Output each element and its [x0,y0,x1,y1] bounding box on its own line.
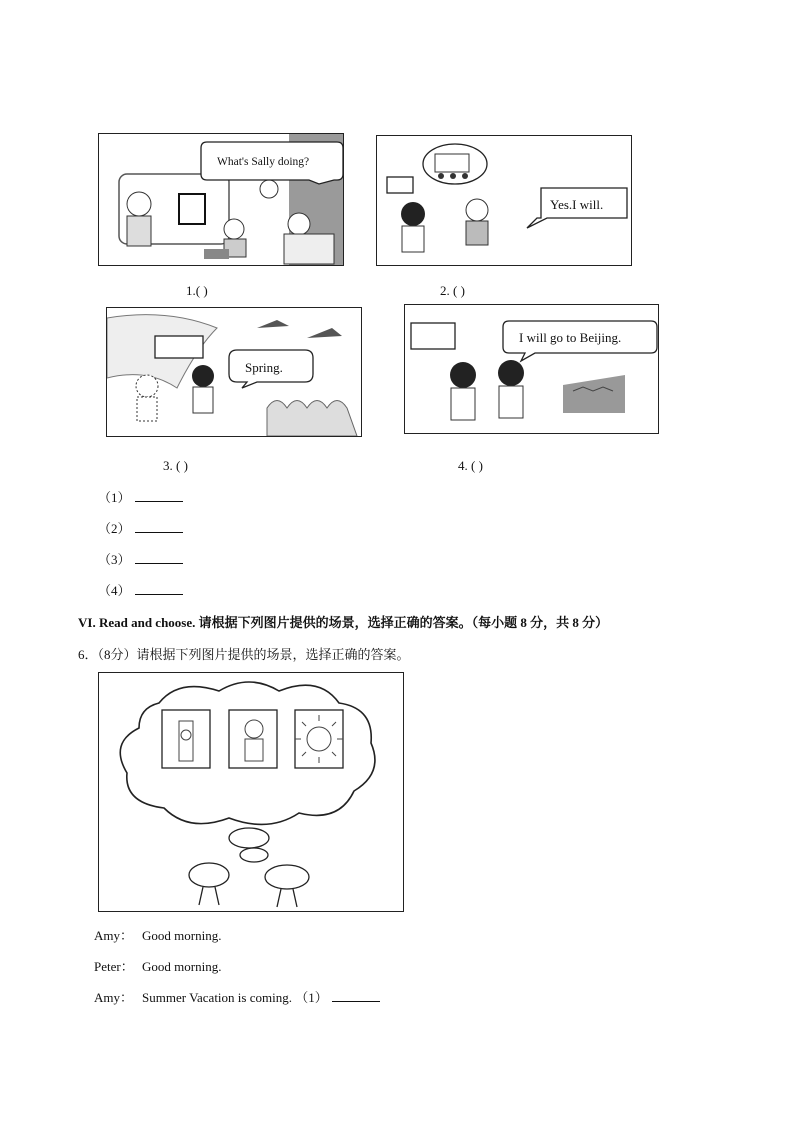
answer-label-1: （1） [98,490,131,505]
picture-1-illustration [99,134,343,265]
dialogue-line-3 [94,987,380,1006]
picture-3-caption: 3. ( ) [163,458,188,473]
answer-line-4 [98,580,183,599]
picture-3-bubble-text: Spring. [245,360,283,375]
section-6-title: VI. Read and choose. 请根据下列图片提供的场景，选择正确的答案。（每小题 8 分，共 8 分） [78,615,609,630]
picture-4-bubble-text: I will go to Beijing. [519,330,622,345]
dialogue-speaker-1: Amy： [94,928,134,943]
picture-4-caption: 4. ( ) [458,458,483,473]
answer-blank-2[interactable] [135,520,183,533]
picture-1 [98,133,344,266]
picture-2 [376,135,632,266]
picture-2-caption: 2. ( ) [440,283,465,298]
dialogue-text-2: Good morning. [142,959,222,974]
dialogue-text-1: Good morning. [142,928,222,943]
picture-2-illustration [377,136,631,265]
picture-3-illustration [107,308,361,436]
picture-5 [98,672,404,912]
dialogue-text-3: Summer Vacation is coming. （1） [142,990,328,1005]
answer-blank-1[interactable] [135,489,183,502]
picture-4 [404,304,659,434]
picture-1-caption: 1.( ) [186,283,208,298]
answer-blank-3[interactable] [135,551,183,564]
picture-3 [106,307,362,437]
dialogue-speaker-2: Peter： [94,959,134,974]
picture-5-illustration [99,673,403,911]
question-6-prompt: 6．（8分）请根据下列图片提供的场景，选择正确的答案。 [78,647,410,662]
picture-4-illustration [405,305,658,433]
answer-label-4: （4） [98,583,131,598]
answer-label-2: （2） [98,521,131,536]
answer-line-3 [98,549,183,568]
answer-blank-4[interactable] [135,582,183,595]
picture-2-bubble-text: Yes.I will. [550,197,604,212]
picture-1-bubble-text: What's Sally doing? [217,156,310,168]
dialogue-blank-1[interactable] [332,989,380,1002]
answer-line-2 [98,518,183,537]
dialogue-line-2 [94,956,221,975]
dialogue-speaker-3: Amy： [94,990,134,1005]
answer-label-3: （3） [98,552,131,567]
dialogue-line-1 [94,925,221,944]
answer-line-1 [98,487,183,506]
